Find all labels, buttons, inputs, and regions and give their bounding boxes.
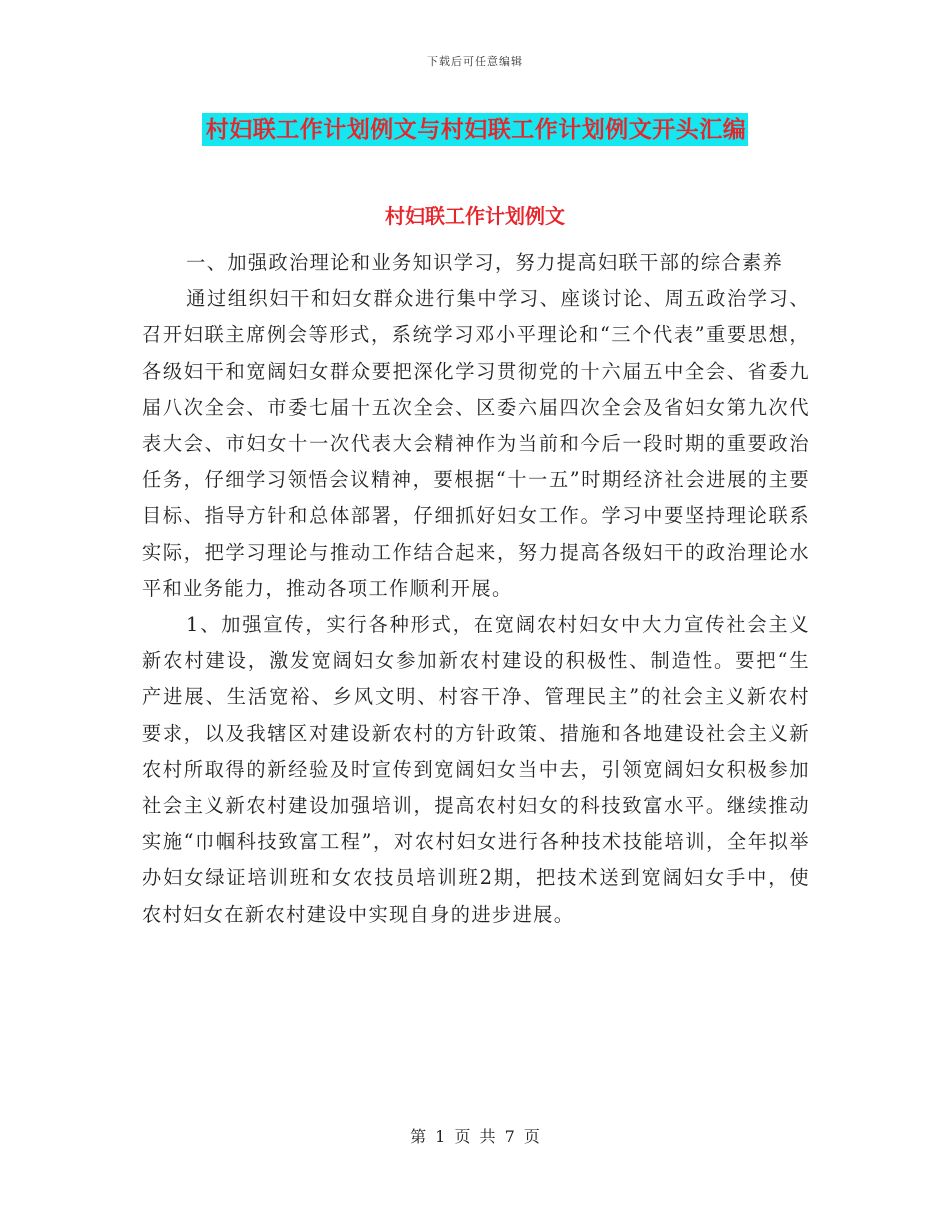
paragraph-heading-1: 一、加强政治理论和业务知识学习，努力提高妇联干部的综合素养 [186,251,784,274]
page-number-footer: 第 1 页 共 7 页 [410,1127,540,1146]
main-title-container [0,113,950,146]
main-title: 村妇联工作计划例文与村妇联工作计划例文开头汇编 [202,113,749,146]
page-header-note: 下载后可任意编辑 [427,55,523,68]
document-body [142,245,810,933]
paragraph: 通过组织妇干和妇女群众进行集中学习、座谈讨论、周五政治学习、召开妇联主席例会等形式，系统学习邓小平理论和“三个代表”重要思想，各级妇干和宽阔妇女群众要把深化学习贯彻党的十六届五中全会、省委九届八次全会、市委七届十五次全会、区委六届四次全会及省妇女第九次代表大会、市妇女十一次代表大会精神作为当前和今后一段时期的重要政治任务，仔细学习领悟会议精神，要根据“十一五”时期经济社会进展的主要目标、指导方针和总体部署，仔细抓好妇女工作。学习中要坚持理论联系实际，把学习理论与推动工作结合起来，努力提高各级妇干的政治理论水平和业务能力，推动各项工作顺利开展。 [142,287,810,600]
paragraph: 1、加强宣传，实行各种形式，在宽阔农村妇女中大力宣传社会主义新农村建设，激发宽阔妇女参加新农村建设的积极性、制造性。要把“生产进展、生活宽裕、乡风文明、村容干净、管理民主”的社会主义新农村要求，以及我辖区对建设新农村的方针政策、措施和各地建设社会主义新农村所取得的新经验及时宣传到宽阔妇女当中去，引领宽阔妇女积极参加社会主义新农村建设加强培训，提高农村妇女的科技致富水平。继续推动实施“巾帼科技致富工程”，对农村妇女进行各种技术技能培训，全年拟举办妇女绿证培训班和女农技员培训班2期，把技术送到宽阔妇女手中，使农村妇女在新农村建设中实现自身的进步进展。 [142,613,810,926]
section-title: 村妇联工作计划例文 [385,204,565,228]
